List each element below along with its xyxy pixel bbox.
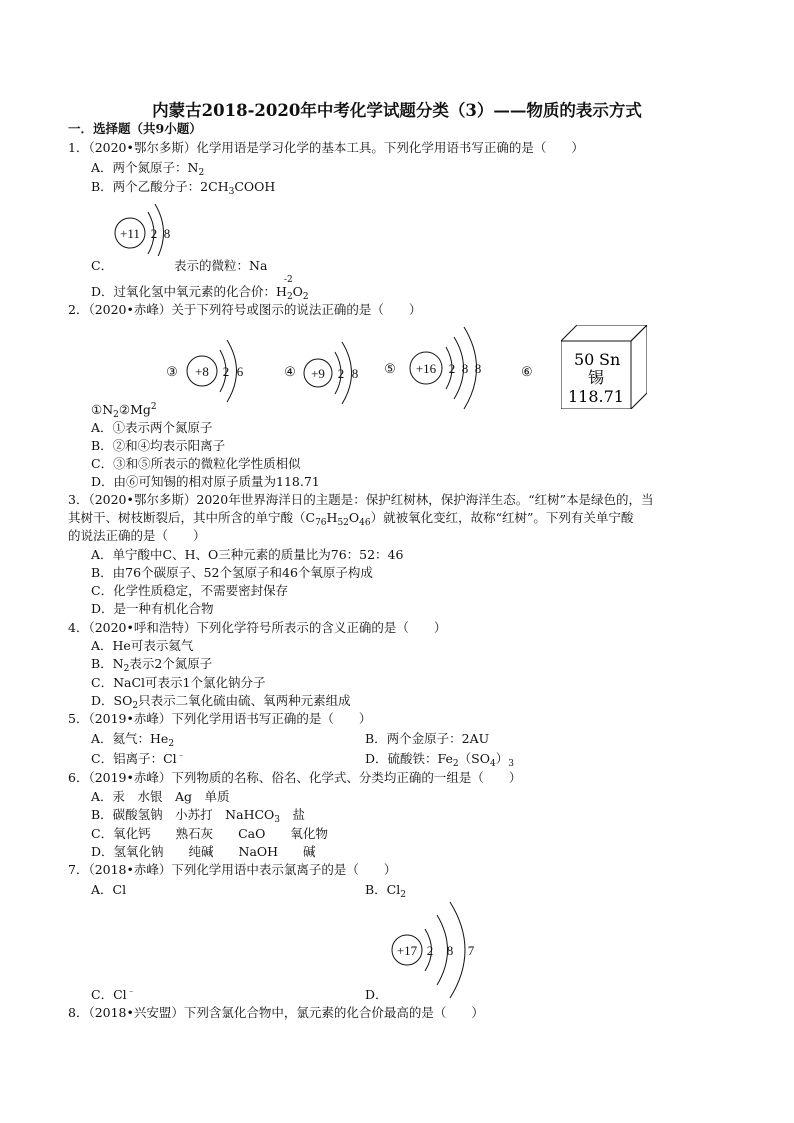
shell-count-2: 8 <box>163 226 171 241</box>
shell-count-1: 2 <box>426 943 434 958</box>
q1-option-c-label: C． <box>91 258 114 273</box>
element-mass: 118.71 <box>568 387 624 406</box>
q1-atom-structure-diagram <box>108 200 188 256</box>
q7-option-c: C．Cl﹣ <box>91 987 136 1002</box>
shell-count-2: 8 <box>351 366 359 381</box>
q5-option-c: C．铝离子：Cl﹣ <box>91 751 186 766</box>
q1-option-a: A．两个氮原子：$N_2$ <box>91 160 205 178</box>
q6-stem: 6．（2019•赤峰）下列物质的名称、俗名、化学式、分类均正确的一组是（ ） <box>68 770 522 785</box>
q5-option-d: D．硫酸铁：$Fe_2(SO_4)_3$ <box>365 751 514 769</box>
section-heading: 一．选择题（共9小题） <box>68 121 202 136</box>
shell-count-3: 8 <box>474 361 482 376</box>
shell-count-2: 6 <box>236 364 244 379</box>
element-symbol: Sn <box>599 350 621 369</box>
q4-option-b: B．$N_2$表示2个氮原子 <box>91 656 213 674</box>
q6-option-d: D．氢氧化钠 纯碱 NaOH 碱 <box>91 844 316 859</box>
shell-count-1: 2 <box>222 364 230 379</box>
element-name: 锡 <box>587 368 605 387</box>
nucleus-charge: +11 <box>120 226 140 241</box>
q1-option-c-text: 表示的微粒：Na <box>174 258 268 273</box>
q7-chlorine-ion-diagram <box>388 900 488 1000</box>
shell-count-1: 2 <box>448 361 456 376</box>
q2-symbols: $①N_2②Mg^2$ <box>91 402 157 420</box>
nucleus-charge: +9 <box>311 366 325 381</box>
q6-option-b: B．碳酸氢钠 小苏打 NaHCO$_3$ 盐 <box>91 807 306 825</box>
diagram-label: ⑤ <box>384 361 396 376</box>
diagram-label: ④ <box>284 364 296 379</box>
shell-count-3: 7 <box>467 943 475 958</box>
q6-option-c: C．氧化钙 熟石灰 CaO 氧化物 <box>91 826 328 841</box>
shell-count-1: 2 <box>337 366 345 381</box>
q2-option-a: A．①表示两个氮原子 <box>91 420 213 435</box>
q1-stem: 1．（2020•鄂尔多斯）化学用语是学习化学的基本工具。下列化学用语书写正确的是（ ） <box>68 140 584 155</box>
q2-option-d: D．由⑥可知锡的相对原子质量为118.71 <box>91 474 320 489</box>
q2-diagram-label-6: ⑥ <box>521 365 533 380</box>
q3-stem-line3: 的说法正确的是（ ） <box>68 528 206 543</box>
q4-option-a: A．He可表示氦气 <box>91 638 194 653</box>
q7-stem: 7．（2018•赤峰）下列化学用语中表示氯离子的是（ ） <box>68 862 397 877</box>
q4-stem: 4．（2020•呼和浩特）下列化学符号所表示的含义正确的是（ ） <box>68 620 447 635</box>
q5-option-b: B．两个金原子：2AU <box>365 731 490 746</box>
q5-option-a: A．氦气：$He_2$ <box>91 731 175 749</box>
q2-stem: 2．（2020•赤峰）关于下列符号或图示的说法正确的是（ ） <box>68 302 422 317</box>
nucleus-charge: +16 <box>415 361 437 376</box>
nucleus-charge: +17 <box>396 943 418 958</box>
shell-count-2: 8 <box>461 361 469 376</box>
q3-option-a: A．单宁酸中C、H、O三种元素的质量比为76：52：46 <box>91 547 404 562</box>
q3-option-d: D．是一种有机化合物 <box>91 601 214 616</box>
q1-option-d: D．过氧化氢中氧元素的化合价：$H_2O_2$ <box>91 284 309 302</box>
element-tile-tin <box>561 325 647 409</box>
element-atomic-number: 50 <box>574 350 595 369</box>
q2-option-b: B．②和④均表示阳离子 <box>91 438 226 453</box>
q3-stem-line2: 其树干、树枝断裂后，其中所含的单宁酸$(C_{76}H_{52}O_{46})$就被氧化变红，故称“红树”。下列有关单宁酸 <box>68 510 634 528</box>
q3-stem-line1: 3．（2020•鄂尔多斯）2020年世界海洋日的主题是：保护红树林，保护海洋生态。“红树”本是绿色的，当 <box>68 492 654 507</box>
q2-atom-diagram-3 <box>160 330 260 414</box>
q1-option-b: B．两个乙酸分子：$2CH_3COOH$ <box>91 179 276 197</box>
q2-atom-diagram-4 <box>278 330 378 414</box>
page-title: 内蒙古2018-2020年中考化学试题分类（3）——物质的表示方式 <box>152 101 642 120</box>
q8-stem: 8．（2018•兴安盟）下列含氯化合物中，氯元素的化合价最高的是（ ） <box>68 1005 484 1020</box>
q6-option-a: A．汞 水银 Ag 单质 <box>91 789 230 804</box>
q7-option-d: D． <box>365 987 388 1002</box>
q1-valence-mark: -2 <box>284 275 293 285</box>
q4-option-d: D．$SO_2$只表示二氧化硫由硫、氧两种元素组成 <box>91 693 351 711</box>
nucleus-charge: +8 <box>195 364 209 379</box>
diagram-label: ③ <box>166 364 178 379</box>
q2-atom-diagram-5 <box>378 325 503 415</box>
shell-count-1: 2 <box>150 226 158 241</box>
shell-count-2: 8 <box>446 943 454 958</box>
q2-option-c: C．③和⑤所表示的微粒化学性质相似 <box>91 456 301 471</box>
q3-option-c: C．化学性质稳定，不需要密封保存 <box>91 583 289 598</box>
q4-option-c: C．NaCl可表示1个氯化钠分子 <box>91 675 266 690</box>
q7-option-a: A．Cl <box>91 882 127 897</box>
q5-stem: 5．（2019•赤峰）下列化学用语书写正确的是（ ） <box>68 711 372 726</box>
q3-option-b: B．由76个碳原子、52个氢原子和46个氧原子构成 <box>91 565 373 580</box>
q7-option-b: B．$Cl_2$ <box>365 882 406 900</box>
